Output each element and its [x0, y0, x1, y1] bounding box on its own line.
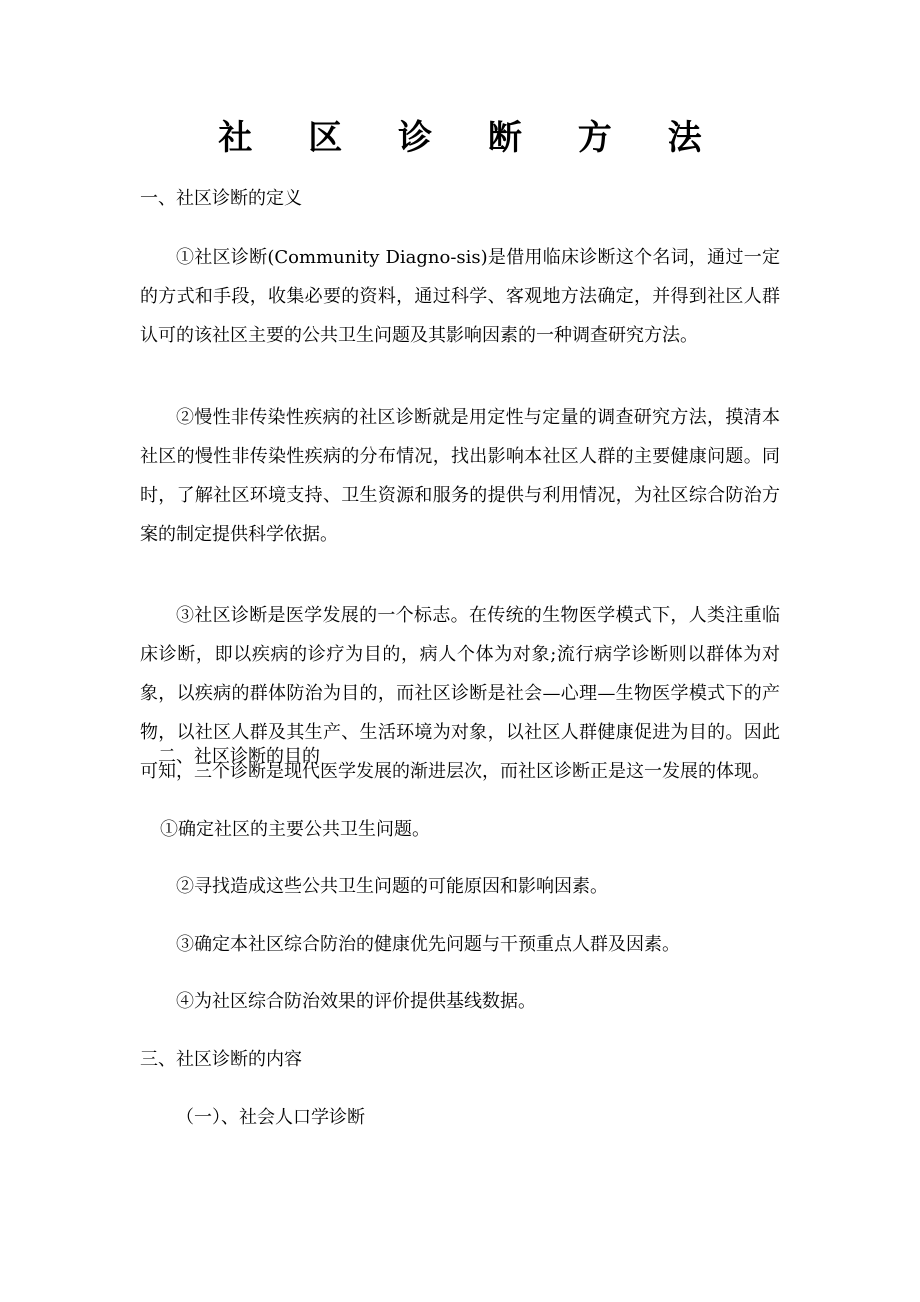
section-heading-content: 三、社区诊断的内容 — [140, 1049, 302, 1070]
paragraph-definition-2: ②慢性非传染性疾病的社区诊断就是用定性与定量的调查研究方法，摸清本社区的慢性非传染性疾病的分布情况，找出影响本社区人群的主要健康问题。同时，了解社区环境支持、卫生资源和服务的提供与利用情况，为社区综合防治方案的制定提供科学依据。 — [140, 407, 780, 545]
subsection-heading-demographic: （一）、社会人口学诊断 — [176, 1107, 365, 1128]
document-title: 社 区 诊 断 方 法 — [218, 118, 724, 158]
purpose-item-3: ③确定本社区综合防治的健康优先问题与干预重点人群及因素。 — [176, 934, 680, 955]
purpose-item-2: ②寻找造成这些公共卫生问题的可能原因和影响因素。 — [176, 876, 608, 897]
purpose-item-1: ①确定社区的主要公共卫生问题。 — [160, 819, 430, 840]
paragraph-definition-1: ①社区诊断(Community Diagno-sis)是借用临床诊断这个名词，通过一定的方式和手段，收集必要的资料，通过科学、客观地方法确定，并得到社区人群认可的该社区主要的公共卫生问题及其影响因素的一种调查研究方法。 — [140, 247, 780, 346]
section-heading-purpose: 二、社区诊断的目的 — [158, 746, 320, 767]
paragraph-definition-3: ③社区诊断是医学发展的一个标志。在传统的生物医学模式下，人类注重临床诊断，即以疾病的诊疗为目的，病人个体为对象;流行病学诊断则以群体为对象，以疾病的群体防治为目的，而社区诊断是社会—心理—生物医学模式下的产物，以社区人群及其生产、生活环境为对象，以社区人群健康促进为目的。因此可知，三个诊断是现代医学发展的渐进层次，而社区诊断正是这一发展的体现。 — [140, 605, 780, 782]
purpose-item-4: ④为社区综合防治效果的评价提供基线数据。 — [176, 991, 536, 1012]
section-heading-definition: 一、社区诊断的定义 — [140, 188, 302, 209]
